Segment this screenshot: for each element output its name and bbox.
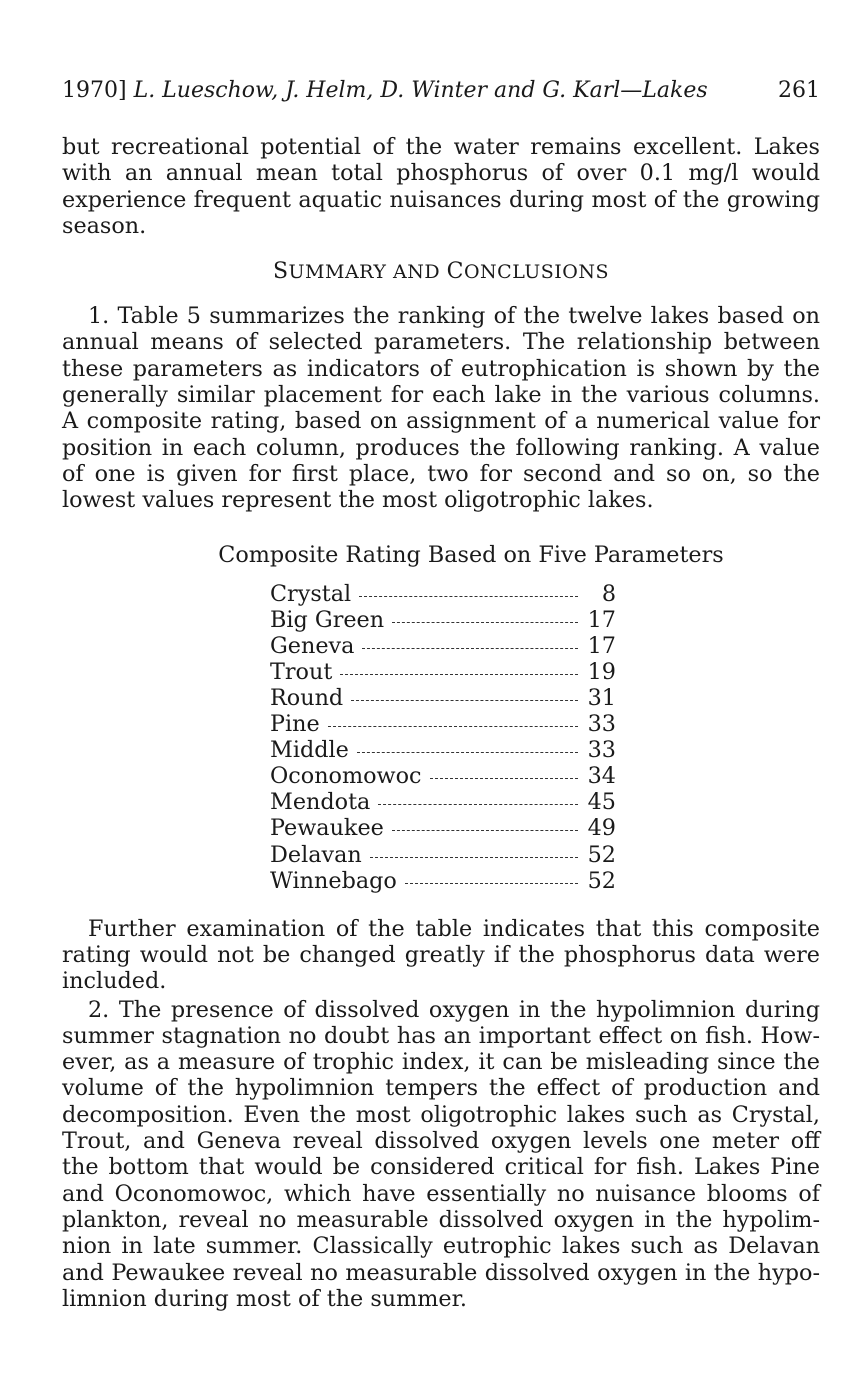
lake-name: Geneva bbox=[270, 632, 355, 659]
paragraph-further: Further examination of the table indicates that this composite rating would not be changed greatly if the phosphorus data were included. bbox=[62, 915, 820, 995]
lake-name: Crystal bbox=[270, 580, 352, 607]
dot-leader bbox=[362, 648, 578, 649]
rating-value: 34 bbox=[587, 763, 616, 790]
authors-line: L. Lueschow, J. Helm, D. Winter and G. Karl—Lakes bbox=[133, 78, 708, 103]
table-row bbox=[270, 842, 616, 868]
dot-leader bbox=[328, 726, 578, 727]
lake-name: Trout bbox=[270, 658, 333, 685]
lake-name: Round bbox=[270, 684, 344, 711]
rating-value: 45 bbox=[587, 789, 616, 816]
section-title-word-2: ONCLUSIONS bbox=[463, 261, 610, 284]
composite-rating-table bbox=[270, 581, 616, 894]
dot-leader bbox=[370, 857, 578, 858]
table-row bbox=[270, 737, 616, 763]
page-number: 261 bbox=[778, 78, 820, 103]
section-title-initial-c: C bbox=[446, 259, 464, 285]
rating-value: 52 bbox=[587, 867, 616, 894]
running-head bbox=[62, 76, 820, 106]
rating-value: 52 bbox=[587, 841, 616, 868]
rating-value: 33 bbox=[587, 711, 616, 738]
intro-paragraph: but recreational potential of the water remains excellent. Lakes with an annual mean total phosphorus of over 0.1 mg/l would experience frequent aquatic nuisances during most of the growing season. bbox=[62, 134, 820, 239]
lake-name: Delavan bbox=[270, 841, 362, 868]
table-row bbox=[270, 581, 616, 607]
dot-leader bbox=[430, 778, 578, 779]
dot-leader bbox=[392, 830, 578, 831]
paragraph-2: 2. The presence of dissolved oxygen in the hypolimnion during summer stagnation no doubt has an important effect on fish. However, as a measure of trophic index, it can be misleading since the volume of the hypolimnion tempers the effect of production and decomposition. Even the most oligotrophic lakes such as Crystal, Trout, and Geneva reveal dissolved oxygen levels one meter off the bottom that would be considered critical for fish. Lakes Pine and Oconomowoc, which have essentially no nuisance blooms of plankton, reveal no measurable dissolved oxygen in the hypolimnion in late summer. Classically eutrophic lakes such as Delavan and Pewaukee reveal no measurable dissolved oxygen in the hypolimnion during most of the summer. bbox=[62, 996, 820, 1312]
table-row bbox=[270, 659, 616, 685]
rating-value: 8 bbox=[601, 580, 616, 607]
running-head-left bbox=[62, 76, 708, 106]
rating-value: 49 bbox=[587, 815, 616, 842]
rating-value: 17 bbox=[587, 606, 616, 633]
table-row bbox=[270, 763, 616, 789]
volume-year: 1970] bbox=[62, 78, 127, 103]
table-row bbox=[270, 685, 616, 711]
rating-value: 31 bbox=[587, 684, 616, 711]
dot-leader bbox=[378, 804, 578, 805]
dot-leader bbox=[405, 883, 578, 884]
table-row bbox=[270, 815, 616, 841]
journal-page bbox=[62, 76, 820, 1312]
lake-name: Pewaukee bbox=[270, 815, 384, 842]
table-row bbox=[270, 633, 616, 659]
lake-name: Pine bbox=[270, 711, 320, 738]
table-row bbox=[270, 711, 616, 737]
section-title bbox=[62, 259, 820, 285]
dot-leader bbox=[392, 622, 578, 623]
rating-value: 33 bbox=[587, 737, 616, 764]
section-title-word-1: UMMARY AND bbox=[288, 261, 447, 284]
table-row bbox=[270, 789, 616, 815]
lake-name: Winnebago bbox=[270, 867, 397, 894]
lake-name: Middle bbox=[270, 737, 349, 764]
table-row bbox=[270, 868, 616, 894]
dot-leader bbox=[340, 674, 578, 675]
table-caption: Composite Rating Based on Five Parameters bbox=[218, 541, 724, 568]
dot-leader bbox=[351, 700, 578, 701]
dot-leader bbox=[359, 596, 578, 597]
dot-leader bbox=[357, 752, 578, 753]
paragraph-1: 1. Table 5 summarizes the ranking of the twelve lakes based on annual means of selected parameters. The relationship between these parameters as indicators of eutrophication is shown by the generally similar placement for each lake in the various columns. A composite rating, based on assignment of a numerical value for position in each column, produces the following ranking. A value of one is given for first place, two for second and so on, so the lowest values represent the most oligotrophic lakes. bbox=[62, 303, 820, 514]
rating-value: 19 bbox=[587, 658, 616, 685]
table-row bbox=[270, 607, 616, 633]
lake-name: Oconomowoc bbox=[270, 763, 422, 790]
rating-value: 17 bbox=[587, 632, 616, 659]
lake-name: Big Green bbox=[270, 606, 385, 633]
lake-name: Mendota bbox=[270, 789, 371, 816]
section-title-initial-s: S bbox=[272, 259, 289, 285]
